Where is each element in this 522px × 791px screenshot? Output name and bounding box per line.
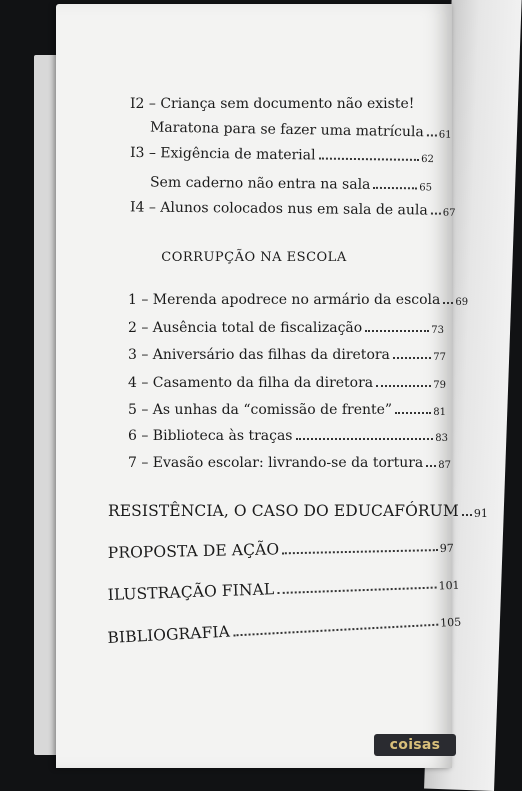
leader-dots	[376, 385, 431, 387]
leader-dots	[296, 438, 434, 440]
toc-entry	[108, 537, 454, 562]
leader-dots	[318, 158, 419, 161]
toc-entry-label: PROPOSTA DE AÇÃO	[107, 540, 280, 562]
toc-entry	[107, 610, 461, 647]
toc-page-number: 101	[438, 578, 460, 593]
leader-dots	[282, 549, 438, 554]
toc-page-number: 77	[433, 352, 446, 363]
toc-page-number: 73	[431, 325, 444, 336]
leader-dots	[395, 412, 431, 414]
toc-entry-label: 2 – Ausência total de fiscalização	[128, 320, 363, 336]
toc-page-number: 91	[473, 507, 488, 520]
leader-dots	[443, 302, 453, 304]
toc-entry-label: 5 – As unhas da “comissão de frente”	[128, 402, 393, 418]
toc-entry	[128, 375, 446, 391]
leader-dots	[431, 213, 441, 215]
watermark-logo	[374, 734, 456, 756]
toc-page-number: 79	[433, 380, 446, 391]
toc-page-number: 83	[435, 433, 448, 444]
toc-entry	[128, 292, 469, 308]
leader-dots	[373, 187, 417, 189]
toc-page-number: 65	[419, 182, 433, 194]
section-heading: CORRUPÇÃO NA ESCOLA	[161, 250, 347, 265]
toc-entry	[129, 199, 456, 219]
toc-entry	[130, 145, 434, 165]
toc-page-number: 69	[455, 297, 469, 308]
toc-entry-label: 1 – Merenda apodrece no armário da escola	[128, 292, 441, 308]
toc-entry	[128, 455, 450, 471]
leader-dots	[462, 514, 472, 516]
toc-entry-label: 6 – Biblioteca às traças	[128, 428, 293, 444]
toc-entry	[128, 402, 446, 418]
leader-dots	[426, 465, 436, 467]
leader-dots	[393, 357, 431, 359]
table-of-contents	[56, 4, 488, 768]
toc-entry-label: I3 – Exigência de material	[129, 144, 316, 164]
toc-entry-label: I2 – Criança sem documento não existe!	[130, 96, 415, 112]
toc-page-number: 81	[433, 407, 446, 418]
toc-entry	[128, 428, 448, 444]
toc-entry	[108, 502, 488, 520]
toc-page-number: 62	[421, 153, 435, 166]
watermark-text: coisas	[389, 737, 441, 753]
leader-dots	[277, 587, 436, 595]
toc-entry	[128, 320, 444, 336]
toc-page-number: 87	[438, 460, 451, 471]
toc-entry-label: ILUSTRAÇÃO FINAL	[107, 580, 275, 604]
table-of-contents-page	[56, 4, 488, 768]
toc-page-number: 105	[439, 615, 462, 630]
toc-entry	[149, 119, 452, 141]
toc-page-number: 61	[438, 129, 452, 141]
toc-entry	[128, 347, 446, 363]
toc-entry-label: 3 – Aniversário das filhas da diretora	[128, 347, 390, 363]
toc-entry-label: I4 – Alunos colocados nus em sala de aula	[129, 199, 428, 219]
leader-dots	[365, 330, 429, 332]
leader-dots	[427, 134, 437, 136]
toc-page-number: 97	[439, 541, 454, 556]
toc-entry-label: 7 – Evasão escolar: livrando-se da tortura	[128, 455, 424, 471]
toc-entry-label: 4 – Casamento da filha da diretora	[128, 375, 374, 391]
toc-entry	[107, 574, 459, 604]
toc-entry-label: Sem caderno não entra na sala	[149, 174, 371, 193]
toc-entry	[130, 96, 450, 112]
toc-page-number: 67	[442, 207, 456, 219]
toc-entry-label: Maratona para se fazer uma matrícula	[149, 119, 424, 141]
toc-entry-label: BIBLIOGRAFIA	[107, 622, 231, 647]
toc-entry	[150, 175, 432, 194]
leader-dots	[233, 624, 438, 637]
toc-entry-label: RESISTÊNCIA, O CASO DO EDUCAFÓRUM	[108, 502, 459, 520]
